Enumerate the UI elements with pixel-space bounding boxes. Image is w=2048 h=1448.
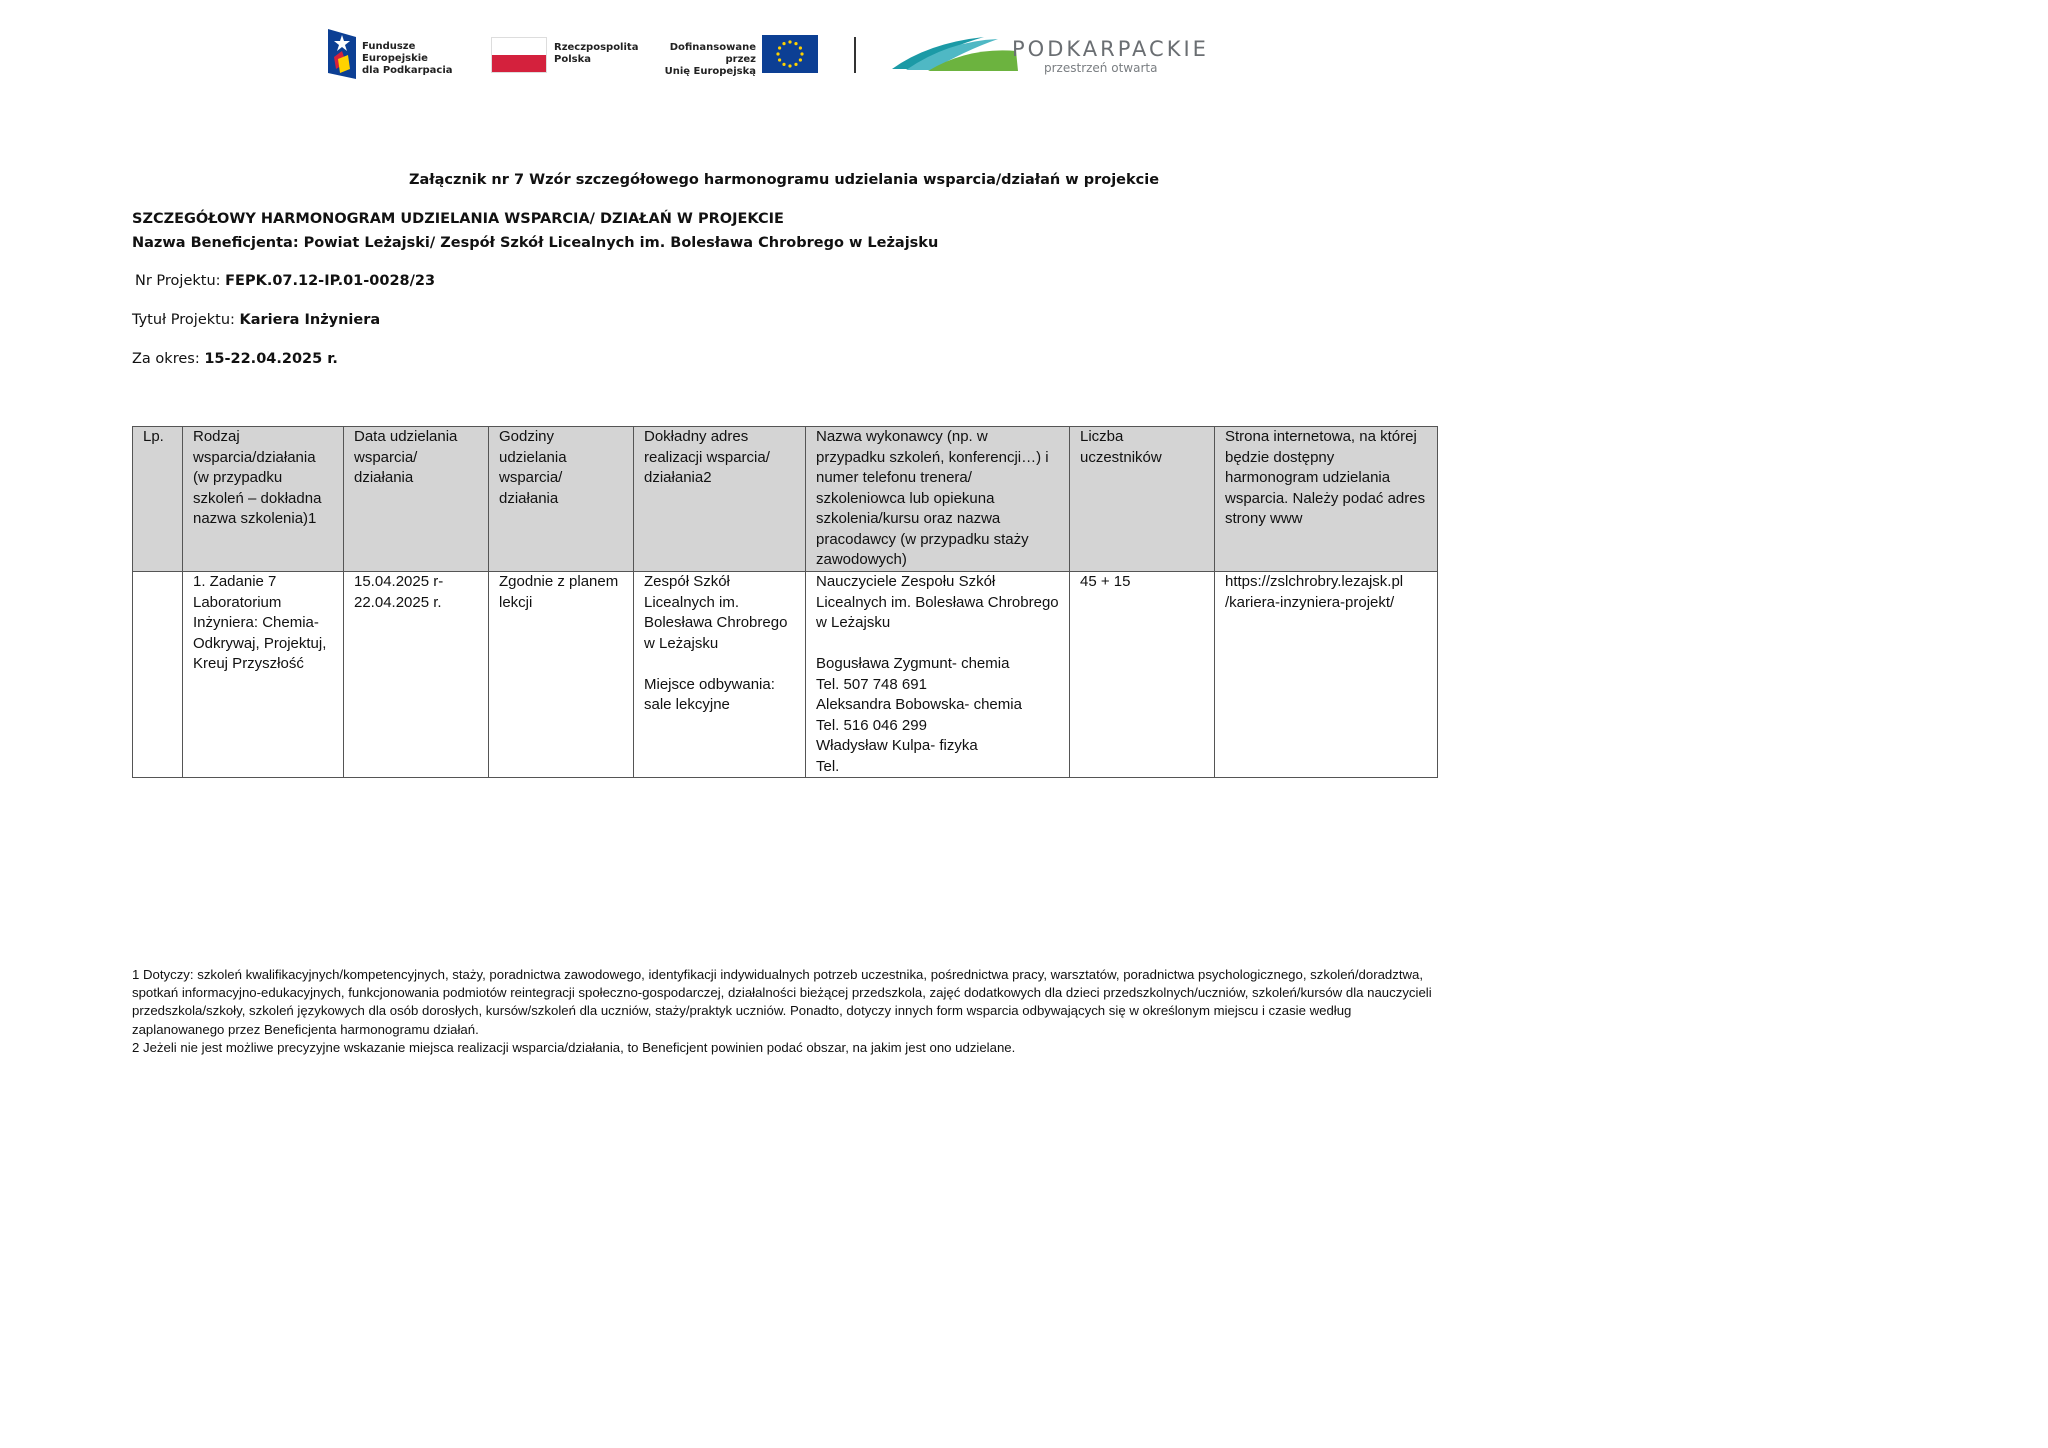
header-support-type: Rodzaj wsparcia/działania (w przypadku szkoleń – dokładna nazwa szkolenia)1 [183,427,344,572]
cell-participants: 45 + 15 [1070,572,1215,778]
eu-logo-label: Dofinansowane przez Unię Europejską [664,42,756,77]
podkarpackie-hills-icon [888,33,1020,73]
header-website: Strona internetowa, na której będzie dostępny harmonogram udzielania wsparcia. Należy podać adres strony www [1215,427,1438,572]
period-label: Za okres: [132,351,200,367]
header-address: Dokładny adres realizacji wsparcia/ działania2 [634,427,806,572]
cell-website: https://zslchrobry.lezajsk.pl /kariera-inzyniera-projekt/ [1215,572,1438,778]
project-title-label: Tytuł Projektu: [132,312,235,328]
pl-logo-label: Rzeczpospolita Polska [554,42,639,65]
eu-flag-icon [762,35,818,73]
period-line [132,351,338,367]
cell-hours: Zgodnie z planem lekcji [489,572,634,778]
fe-flag-icon [328,29,356,79]
project-number: FEPK.07.12-IP.01-0028/23 [225,273,436,289]
header-lp: Lp. [133,427,183,572]
cell-contractor: Nauczyciele Zespołu Szkół Licealnych im. Bolesława Chrobrego w Leżajsku Bogusława Zygmunt- chemia Tel. 507 748 691 Aleksandra Bobowska- chemia Tel. 516 046 299 Władysław Kulpa- fizyka Tel. [806,572,1070,778]
fe-logo [328,29,453,83]
project-title-line [132,312,380,328]
project-title: Kariera Inżyniera [239,312,381,328]
podkarpackie-logo [888,33,1209,77]
header-contractor: Nazwa wykonawcy (np. w przypadku szkoleń, konferencji…) i numer telefonu trenera/ szkoleniowca lub opiekuna szkolenia/kursu oraz nazwa pracodawcy (w przypadku staży zawodowych) [806,427,1070,572]
project-number-line [135,273,435,289]
cell-date: 15.04.2025 r- 22.04.2025 r. [344,572,489,778]
schedule-table [132,426,1438,778]
header-participants: Liczba uczestników [1070,427,1215,572]
fe-logo-label: Fundusze Europejskie dla Podkarpacia [362,41,453,76]
logo-separator [854,37,856,73]
pl-flag-icon [491,37,547,73]
cell-address: Zespół Szkół Licealnych im. Bolesława Chrobrego w Leżajsku Miejsce odbywania: sale lekcyjne [634,572,806,778]
footnote-1: 1 Dotyczy: szkoleń kwalifikacyjnych/kompetencyjnych, staży, poradnictwa zawodowego, identyfikacji indywidualnych potrzeb uczestnika, pośrednictwa pracy, warsztatów, poradnictwa psychologicznego, szkoleń/doradztwa, spotkań informacyjno-edukacyjnych, funkcjonowania podmiotów reintegracji społeczno-gospodarczej, działalności bieżącej przedszkola, zajęć dodatkowych dla dzieci przedszkolnych/uczniów, szkoleń/kursów dla nauczycieli przedszkola/szkoły, szkoleń językowych dla osób dorosłych, kursów/szkoleń dla uczniów, staży/praktyk uczniów. Ponadto, dotyczy innych form wsparcia odbywających się w określonym miejscu i czasie według zaplanowanego przez Beneficjenta harmonogramu działań. [132,967,1432,1037]
table-header-row [133,427,1438,572]
attachment-title: Załącznik nr 7 Wzór szczegółowego harmonogramu udzielania wsparcia/działań w projekcie [408,172,1160,188]
region-name: PODKARPACKIE [1012,37,1209,61]
table-row [133,572,1438,778]
header-hours: Godziny udzielania wsparcia/ działania [489,427,634,572]
beneficiary-name: Nazwa Beneficjenta: Powiat Leżajski/ Zespół Szkół Licealnych im. Bolesława Chrobrego w Leżajsku [132,235,939,251]
region-tagline: przestrzeń otwarta [1044,61,1158,75]
header-date: Data udzielania wsparcia/ działania [344,427,489,572]
footnotes [132,966,1432,1057]
project-number-label: Nr Projektu: [135,273,221,289]
footnote-2: 2 Jeżeli nie jest możliwe precyzyjne wskazanie miejsca realizacji wsparcia/działania, to Beneficjent powinien podać obszar, na jakim jest ono udzielane. [132,1039,1016,1055]
logo-bar [328,27,1208,79]
document-heading: SZCZEGÓŁOWY HARMONOGRAM UDZIELANIA WSPARCIA/ DZIAŁAŃ W PROJEKCIE [132,211,784,227]
cell-lp [133,572,183,778]
period-value: 15-22.04.2025 r. [204,351,338,367]
cell-support-type: 1. Zadanie 7 Laboratorium Inżyniera: Chemia- Odkrywaj, Projektuj, Kreuj Przyszłość [183,572,344,778]
